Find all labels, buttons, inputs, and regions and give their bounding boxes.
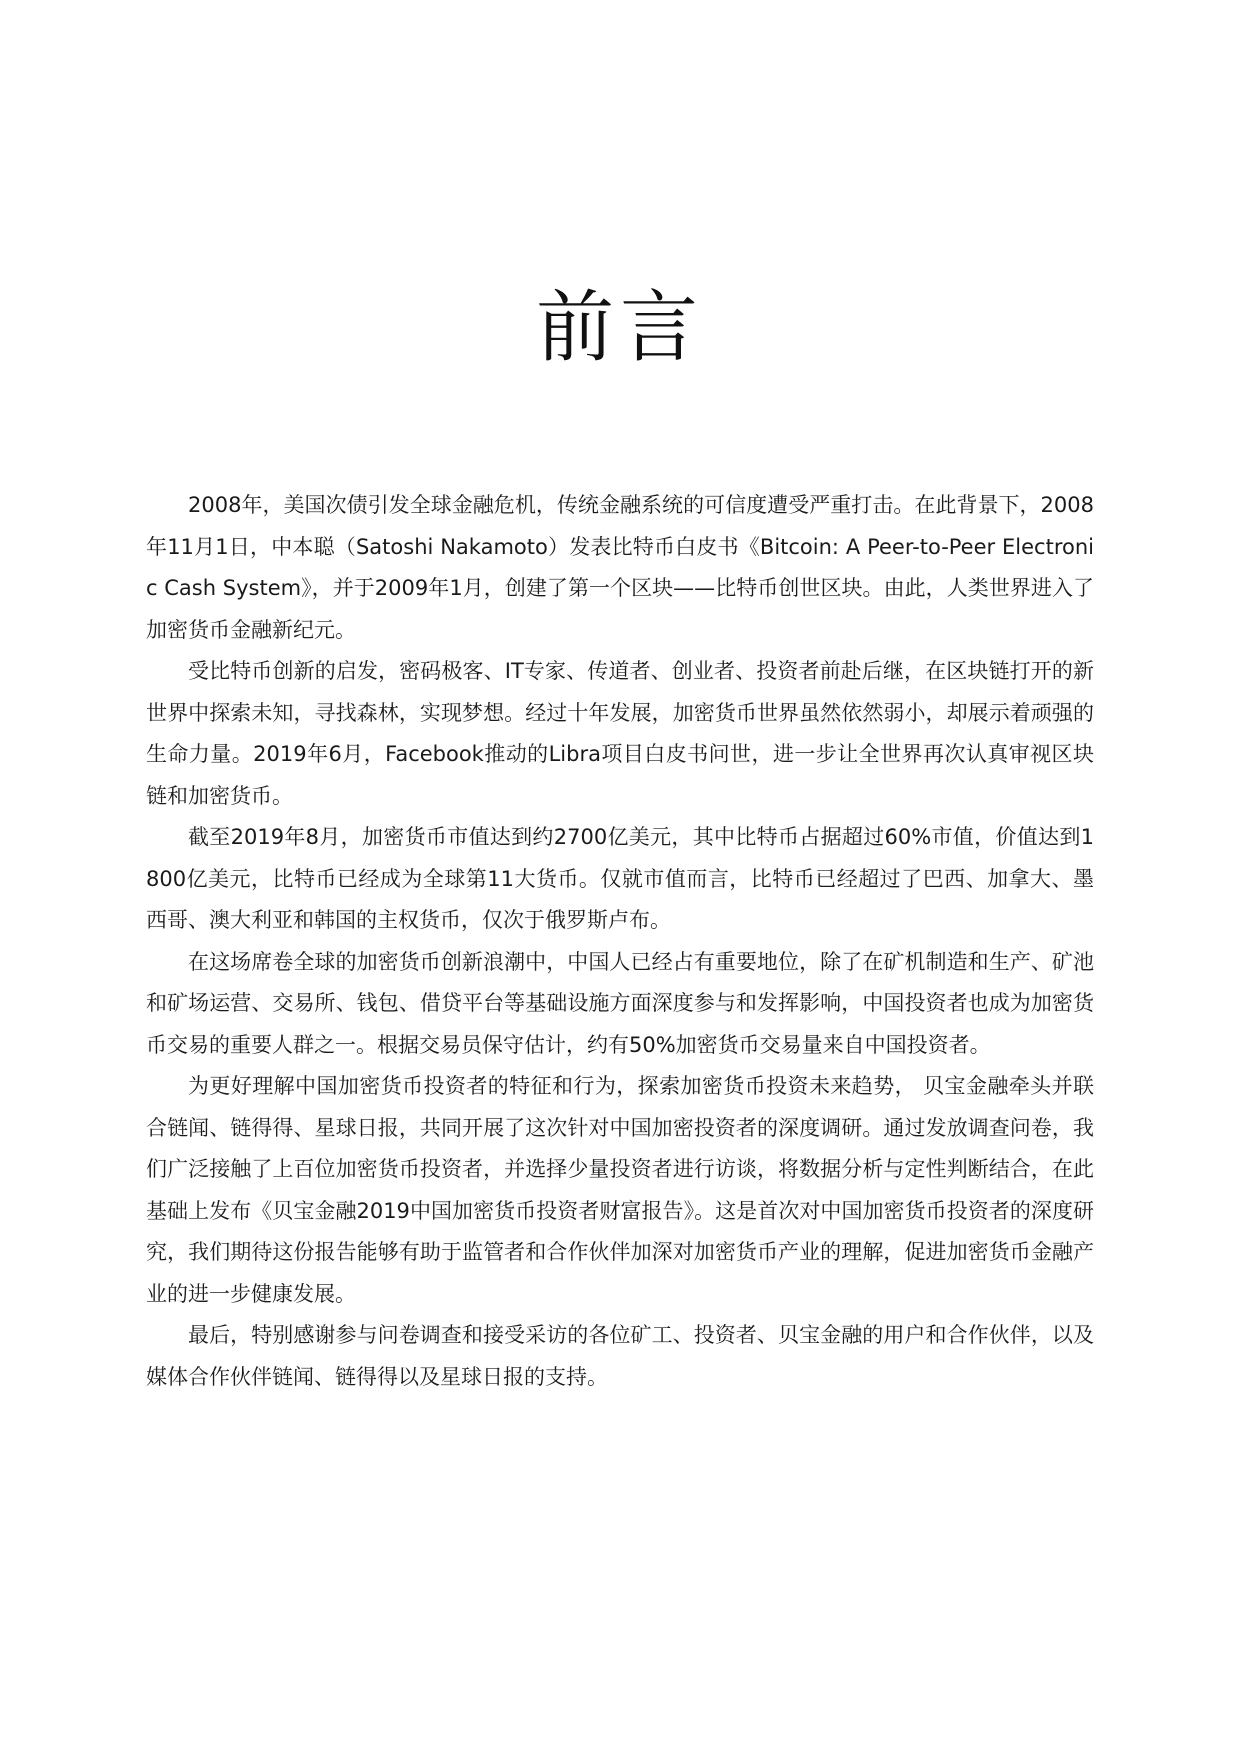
paragraph: 受比特币创新的启发，密码极客、IT专家、传道者、创业者、投资者前赴后继，在区块链打开的新世界中探索未知，寻找森林，实现梦想。经过十年发展，加密货币世界虽然依然弱小，却展示着顽强的生命力量。2019年6月，Facebook推动的Libra项目白皮书问世，进一步让全世界再次认真审视区块链和加密货币。	[146, 659, 1094, 808]
body-text	[146, 485, 1094, 1398]
page-title: 前言	[535, 283, 704, 373]
paragraph: 最后，特别感谢参与问卷调查和接受采访的各位矿工、投资者、贝宝金融的用户和合作伙伴，以及媒体合作伙伴链闻、链得得以及星球日报的支持。	[146, 1323, 1094, 1389]
paragraph: 2008年，美国次债引发全球金融危机，传统金融系统的可信度遭受严重打击。在此背景下，2008年11月1日，中本聪（Satoshi Nakamoto）发表比特币白皮书《Bitcoin: A Peer-to-Peer Electronic Cash System》，并于2009年1月，创建了第一个区块——比特币创世区块。由此，人类世界进入了加密货币金融新纪元。	[146, 493, 1094, 642]
paragraph: 截至2019年8月，加密货币市值达到约2700亿美元，其中比特币占据超过60%市值，价值达到1800亿美元，比特币已经成为全球第11大货币。仅就市值而言，比特币已经超过了巴西、加拿大、墨西哥、澳大利亚和韩国的主权货币，仅次于俄罗斯卢布。	[146, 825, 1094, 932]
paragraph: 在这场席卷全球的加密货币创新浪潮中，中国人已经占有重要地位，除了在矿机制造和生产、矿池和矿场运营、交易所、钱包、借贷平台等基础设施方面深度参与和发挥影响，中国投资者也成为加密货币交易的重要人群之一。根据交易员保守估计，约有50%加密货币交易量来自中国投资者。	[146, 949, 1094, 1057]
paragraph: 为更好理解中国加密货币投资者的特征和行为，探索加密货币投资未来趋势， 贝宝金融牵头并联合链闻、链得得、星球日报，共同开展了这次针对中国加密投资者的深度调研。通过发放调查问卷，我们广泛接触了上百位加密货币投资者，并选择少量投资者进行访谈，将数据分析与定性判断结合，在此基础上发布《贝宝金融2019中国加密货币投资者财富报告》。这是首次对中国加密货币投资者的深度研究，我们期待这份报告能够有助于监管者和合作伙伴加深对加密货币产业的理解，促进加密货币金融产业的进一步健康发展。	[146, 1074, 1094, 1306]
